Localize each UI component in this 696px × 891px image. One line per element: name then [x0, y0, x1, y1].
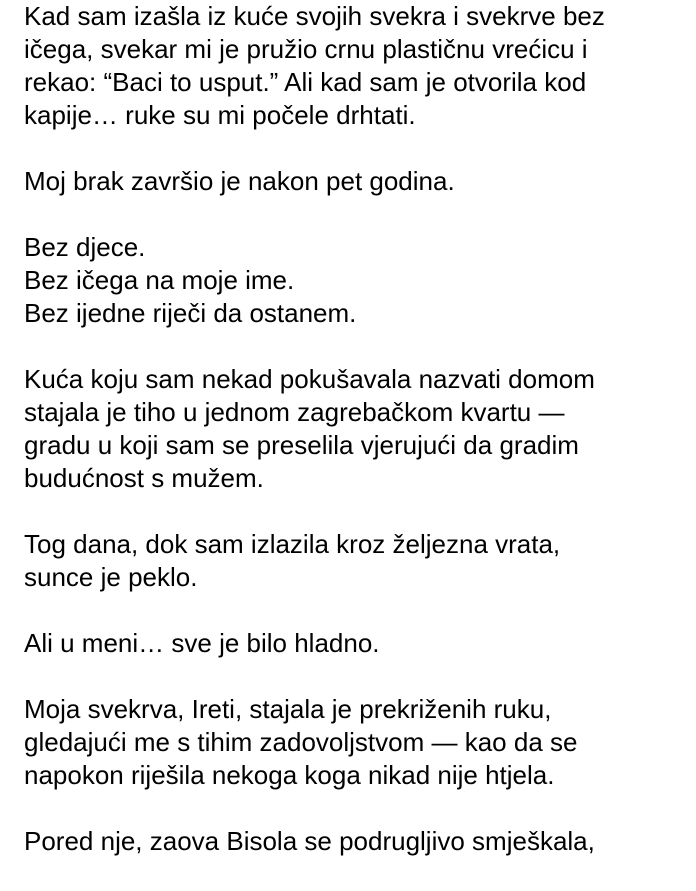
paragraph	[24, 693, 684, 792]
text-line: sunce je peklo.	[24, 562, 198, 592]
text-line: Tog dana, dok sam izlazila kroz željezna vrata,	[24, 529, 561, 559]
text-line: Bez djece.	[24, 232, 146, 262]
text-line: Ali u meni… sve je bilo hladno.	[24, 628, 380, 658]
paragraph	[24, 165, 684, 198]
paragraph	[24, 528, 684, 594]
text-line: Bez ičega na moje ime.	[24, 265, 295, 295]
text-line: rekao: “Baci to usput.” Ali kad sam je otvorila kod	[24, 67, 587, 97]
paragraph	[24, 363, 684, 495]
text-line: napokon riješila nekoga koga nikad nije htjela.	[24, 760, 555, 790]
paragraph	[24, 627, 684, 660]
text-line: Bez ijedne riječi da ostanem.	[24, 298, 357, 328]
text-line: budućnost s mužem.	[24, 463, 264, 493]
text-line: Moj brak završio je nakon pet godina.	[24, 166, 455, 196]
text-line: ičega, svekar mi je pružio crnu plastičnu vrećicu i	[24, 34, 588, 64]
text-line: Moja svekrva, Ireti, stajala je prekriženih ruku,	[24, 694, 552, 724]
text-line: gradu u koji sam se preselila vjerujući da gradim	[24, 430, 579, 460]
text-line: Kuća koju sam nekad pokušavala nazvati domom	[24, 364, 595, 394]
text-line: Pored nje, zaova Bisola se podrugljivo smješkala,	[24, 826, 595, 856]
story-text	[24, 0, 684, 891]
text-line: gledajući me s tihim zadovoljstvom — kao da se	[24, 727, 578, 757]
paragraph	[24, 825, 684, 858]
text-line: kapije… ruke su mi počele drhtati.	[24, 100, 416, 130]
paragraph	[24, 0, 684, 132]
text-line: stajala je tiho u jednom zagrebačkom kvartu —	[24, 397, 565, 427]
paragraph	[24, 231, 684, 330]
text-line: Kad sam izašla iz kuće svojih svekra i svekrve bez	[24, 1, 605, 31]
